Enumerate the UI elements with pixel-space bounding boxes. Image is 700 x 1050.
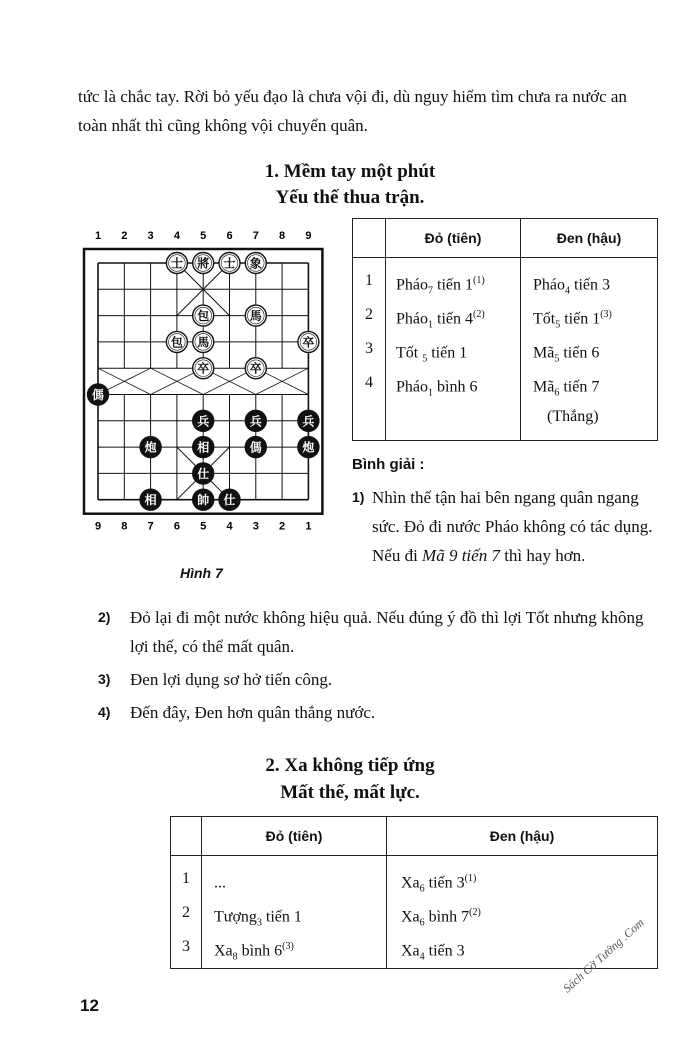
piece-label: 傌 [249, 440, 262, 455]
black-move: Tốt$_5$ tiến 1$^{(3)}$ [533, 309, 612, 331]
red-move: $Xa_8$ bình 6$^{(3)}$ [214, 941, 294, 963]
red-move: Tốt $_5$ tiến 1 [396, 344, 468, 365]
commentary-text: Đen lợi dụng sơ hở tiến công. [130, 670, 333, 689]
commentary-item-3 [98, 665, 658, 694]
file-number-bottom: 7 [147, 520, 154, 533]
header-black: Đen (hậu) [387, 817, 658, 856]
commentary-number: 1) [352, 489, 365, 505]
section1-title: 1. Mềm tay một phút [264, 161, 436, 182]
move-number: 2 [182, 904, 190, 921]
xiangqi-board-figure [78, 226, 338, 556]
file-number-top: 2 [121, 230, 128, 242]
piece-label: 仕 [223, 493, 236, 508]
piece-label: 卒 [197, 361, 210, 376]
file-number-top: 4 [173, 230, 180, 242]
commentary-item-2 [98, 603, 658, 661]
piece-label: 士 [223, 256, 236, 271]
file-number-top: 7 [252, 230, 259, 242]
move-number: 2 [365, 306, 373, 323]
commentary-title: Bình giải : [352, 456, 425, 473]
move-number: 3 [365, 340, 373, 357]
red-move: Pháo$_1$ tiến 4$^{(2)}$ [396, 309, 485, 331]
section2-subtitle: Mất thế, mất lực. [280, 782, 420, 803]
black-move: $Mã_6$ tiến 7 [533, 378, 600, 399]
piece-label: 士 [170, 256, 183, 271]
file-number-top: 8 [279, 230, 286, 242]
commentary-number: 3) [98, 671, 111, 687]
move-number: 3 [182, 938, 190, 955]
table-corner [171, 817, 202, 856]
file-number-top: 3 [147, 230, 154, 242]
file-number-top: 9 [305, 230, 312, 242]
black-move: $Xa_6$ bình 7$^{(2)}$ [401, 907, 481, 929]
black-move: $Xa_4$ tiến 3 [401, 942, 465, 963]
page-number: 12 [80, 996, 99, 1015]
piece-label: 相 [197, 440, 210, 455]
move-numbers [353, 258, 386, 441]
piece-label: 包 [170, 335, 183, 350]
table-corner [353, 219, 386, 258]
figure-caption: Hình 7 [180, 565, 223, 581]
black-moves [521, 258, 658, 441]
watermark: Sách Cờ Tướng .Com [560, 915, 647, 996]
file-number-bottom: 6 [173, 520, 180, 533]
file-number-bottom: 3 [252, 520, 259, 533]
piece-label: 炮 [144, 440, 157, 455]
piece-label: 帥 [197, 493, 210, 508]
file-number-bottom: 8 [121, 520, 128, 533]
header-black: Đen (hậu) [521, 219, 658, 258]
piece-label: 兵 [302, 414, 315, 429]
red-moves [386, 258, 521, 441]
red-move: Pháo$_1$ bình 6 [396, 378, 478, 399]
section1-subtitle: Yếu thế thua trận. [275, 187, 425, 208]
header-red: Đỏ (tiên) [202, 817, 387, 856]
red-move: Tượng$_3$ tiến 1 [214, 908, 302, 929]
piece-label: 兵 [197, 414, 210, 429]
piece-label: 馬 [197, 335, 210, 350]
file-number-bottom: 2 [279, 520, 286, 533]
commentary-number: 2) [98, 609, 111, 625]
black-move: $Mã_5$ tiến 6 [533, 344, 600, 365]
red-move: ... [214, 874, 226, 892]
file-number-bottom: 5 [200, 520, 207, 533]
piece-label: 將 [197, 256, 210, 271]
file-number-top: 1 [94, 230, 102, 242]
commentary-text: Đến đây, Đen hơn quân thắng nước. [130, 703, 376, 722]
move-numbers [171, 856, 202, 969]
red-moves [202, 856, 387, 969]
section2-title: 2. Xa không tiếp ứng [265, 755, 435, 776]
commentary-item-1 [352, 483, 658, 570]
piece-label: 包 [197, 309, 210, 324]
piece-label: 傌 [91, 388, 105, 402]
piece-label: 兵 [249, 414, 262, 429]
file-number-bottom: 9 [94, 520, 102, 533]
intro-paragraph: tức là chắc tay. Rời bỏ yếu đạo là chưa vội đi, dù nguy hiểm tìm chưa ra nước an toàn nhất thì cũng không vội chuyển quân. [78, 87, 627, 135]
piece-label: 馬 [249, 309, 262, 324]
piece-label: 卒 [249, 361, 262, 376]
header-red: Đỏ (tiên) [386, 219, 521, 258]
move-number: 1 [365, 272, 373, 289]
file-number-top: 5 [200, 230, 207, 242]
red-move: Pháo$_7$ tiến 1$^{(1)}$ [396, 275, 485, 297]
file-number-top: 6 [226, 230, 233, 242]
commentary-text: Nhìn thế tận hai bên ngang quân ngang sức. Đỏ đi nước Pháo không có tác dụng. Nếu đi Mã 9 tiến 7 thì hay hơn. [372, 488, 653, 565]
commentary-item-4 [98, 698, 658, 727]
piece-label: 卒 [302, 335, 315, 350]
file-number-bottom: 4 [226, 520, 233, 533]
move-number: 1 [182, 870, 190, 887]
moves-table-1 [352, 218, 658, 441]
piece-label: 仕 [197, 466, 210, 481]
xiangqi-board [78, 226, 338, 556]
file-number-bottom: 1 [305, 520, 312, 533]
commentary-text: Đỏ lại đi một nước không hiệu quả. Nếu đúng ý đồ thì lợi Tốt nhưng không lợi thế, có thể mất quân. [130, 608, 644, 656]
moves-table-2 [170, 816, 658, 969]
black-move: Pháo$_4$ tiến 3 [533, 276, 610, 297]
move-number: 4 [365, 374, 373, 391]
result-label: (Thắng) [547, 408, 599, 425]
piece-label: 相 [144, 493, 157, 508]
black-move: $Xa_6$ tiến 3$^{(1)}$ [401, 873, 477, 895]
piece-label: 象 [249, 256, 262, 271]
commentary-number: 4) [98, 704, 111, 720]
piece-label: 炮 [302, 440, 315, 455]
